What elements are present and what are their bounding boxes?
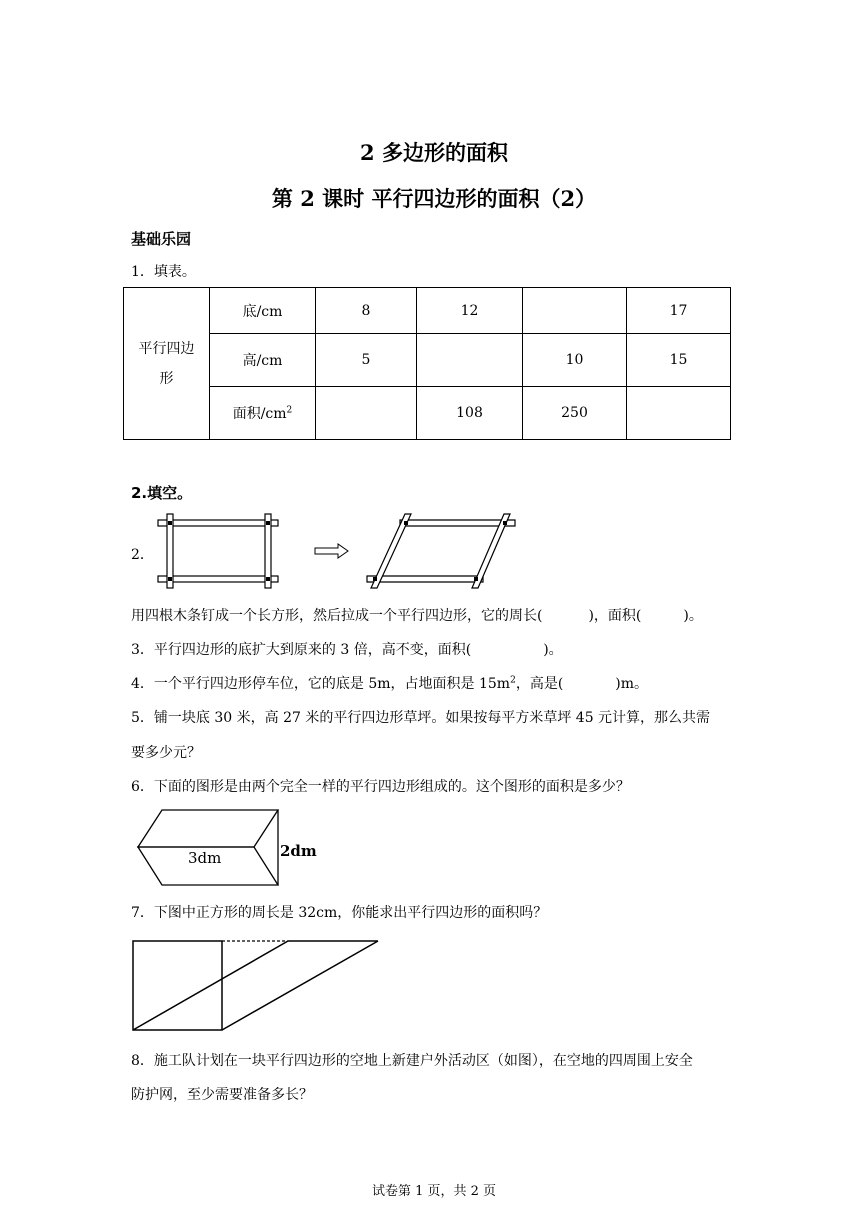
table-cell[interactable]: 17 [627,288,731,334]
table-cell[interactable]: 250 [523,387,627,440]
question-3: 3．平行四边形的底扩大到原来的 3 倍，高不变，面积( )。 [131,642,563,658]
page-footer: 试卷第 1 页，共 2 页 [371,1184,497,1199]
table-cell[interactable]: 15 [627,334,731,387]
row-label: 高/cm [210,334,316,387]
row-label: 底/cm [210,288,316,334]
question-7: 7．下图中正方形的周长是 32cm，你能求出平行四边形的面积吗？ [131,905,548,921]
section-heading-basics: 基础乐园 [131,230,192,248]
question-8-line-2: 防护网，至少需要准备多长？ [131,1087,313,1103]
table-cell[interactable]: 5 [316,334,417,387]
question-5-line-1: 5．铺一块底 30 米，高 27 米的平行四边形草坪。如果按每平方米草坪 45 元计算，那么共需 [131,710,711,726]
table-cell[interactable]: 12 [417,288,523,334]
question-6: 6．下面的图形是由两个完全一样的平行四边形组成的。这个图形的面积是多少？ [131,779,630,795]
fill-in-table [123,287,731,440]
square-parallelogram-figure [130,937,382,1033]
table-cell[interactable] [417,334,523,387]
wooden-parallelogram-figure [365,512,520,592]
table-cell[interactable] [316,387,417,440]
table-cell[interactable] [627,387,731,440]
table-row [124,288,731,334]
lesson-subtitle: 第 2 课时 平行四边形的面积（2） [271,186,597,211]
question-2-number: 2． [131,547,154,563]
question-8-line-1: 8．施工队计划在一块平行四边形的空地上新建户外活动区（如图），在空地的四周围上安全 [131,1053,693,1069]
question-1-label: 1．填表。 [131,264,196,280]
question-4: 4．一个平行四边形停车位，它的底是 5m，占地面积是 $15m^2$，高是( )m。 [131,675,649,692]
height-label: 2dm [280,842,317,860]
question-2-text: 用四根木条钉成一个长方形，然后拉成一个平行四边形，它的周长( )，面积( )。 [131,608,703,624]
table-row [124,334,731,387]
base-label: 3dm [188,849,222,867]
table-cell[interactable]: 108 [417,387,523,440]
wooden-rectangle-figure [155,512,285,592]
row-header-cell [124,288,210,440]
table-row [124,387,731,440]
row-label: 面积$/cm^2$ [210,387,316,440]
table-cell[interactable]: 8 [316,288,417,334]
right-arrow-icon [314,543,350,559]
table-cell[interactable] [523,288,627,334]
table-cell[interactable]: 10 [523,334,627,387]
row-header-text: 平行四边形 [138,340,195,387]
page-title: 2 多边形的面积 [360,140,508,165]
section-heading-fill-blanks: 2.填空。 [131,484,193,502]
question-5-line-2: 要多少元？ [131,745,201,761]
